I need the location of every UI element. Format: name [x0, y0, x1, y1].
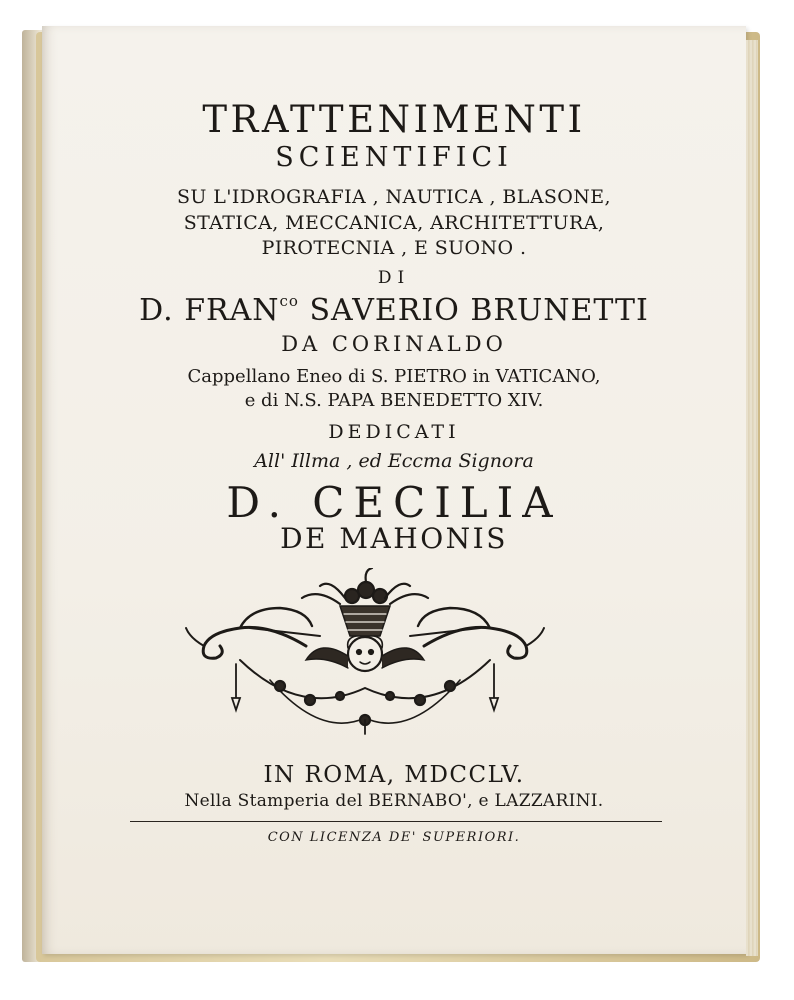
page-block-edge [746, 40, 758, 956]
basket-ornament-icon [180, 568, 550, 738]
title-line-1: TRATTENIMENTI [202, 98, 586, 141]
subject-line-2: STATICA, MECCANICA, ARCHITETTURA, [183, 212, 605, 234]
imprint-place: IN ROMA, MDCCLV. [263, 762, 525, 788]
author-origin: DA CORINALDO [281, 332, 507, 356]
dedication-line: All' Illma , ed Eccma Signora [254, 450, 534, 472]
dedication-heading: DEDICATI [328, 421, 460, 443]
license-line: CON LICENZA DE' SUPERIORI. [267, 830, 521, 845]
by-label: DI [377, 268, 411, 288]
author-name [42, 292, 746, 328]
dedicatee-line-1: D. CECILIA [226, 478, 562, 527]
author-position-line-2: e di N.S. PAPA BENEDETTO XIV. [244, 390, 544, 411]
author-position-line-1: Cappellano Eneo di S. PIETRO in VATICANO, [187, 366, 601, 387]
dedicatee-line-2: DE MAHONIS [280, 522, 508, 555]
imprint-printer: Nella Stamperia del BERNABO', e LAZZARINI. [184, 791, 604, 811]
subject-line-1: SU L'IDROGRAFIA , NAUTICA , BLASONE, [176, 186, 611, 208]
title-line-2: SCIENTIFICI [275, 142, 513, 173]
author-abbrev: co [279, 292, 299, 310]
author-rest: SAVERIO BRUNETTI [298, 293, 649, 328]
subject-line-3: PIROTECNIA , E SUONO . [261, 237, 527, 259]
imprint-rule [130, 821, 662, 822]
author-prefix: D. FRAN [139, 293, 280, 328]
